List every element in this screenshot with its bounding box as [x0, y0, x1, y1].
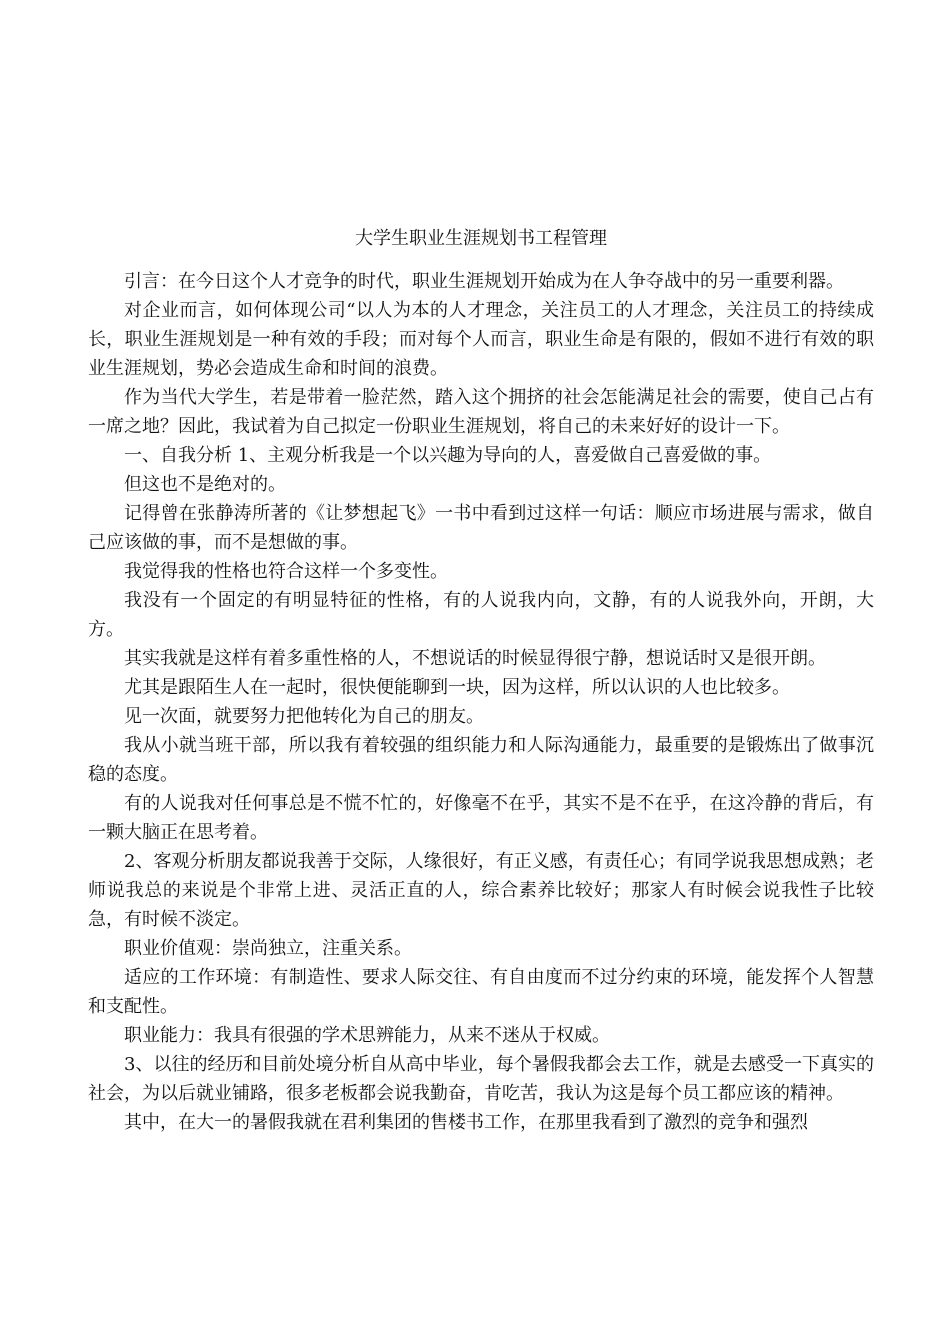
paragraph-calm-thinking: 有的人说我对任何事总是不慌不忙的，好像毫不在乎，其实不是不在乎，在这冷静的背后，有一颗大脑正在思考着。: [88, 793, 874, 843]
paragraph-strangers: 尤其是跟陌生人在一起时，很快便能聊到一块，因为这样，所以认识的人也比较多。: [124, 677, 790, 698]
document-page: [88, 225, 874, 1137]
paragraph-summer-job: 其中，在大一的暑假我就在君利集团的售楼书工作，在那里我看到了激烈的竞争和强烈: [124, 1112, 808, 1133]
paragraph-objective-analysis: 2、客观分析朋友都说我善于交际，人缘很好，有正义感，有责任心；有同学说我思想成熟；老师说我总的来说是个非常上进、灵活正直的人，综合素养比较好；那家人有时候会说我性子比较急，有时候不淡定。: [88, 851, 874, 930]
paragraph-class-leader: 我从小就当班干部，所以我有着较强的组织能力和人际沟通能力，最重要的是锻炼出了做事沉稳的态度。: [88, 735, 874, 785]
paragraph-multiple-personality: 其实我就是这样有着多重性格的人，不想说话的时候显得很宁静，想说话时又是很开朗。: [124, 648, 826, 669]
paragraph-friends: 见一次面，就要努力把他转化为自己的朋友。: [124, 706, 484, 727]
paragraph-enterprise-view: 对企业而言，如何体现公司“以人为本的人才理念，关注员工的人才理念，关注员工的持续成长，职业生涯规划是一种有效的手段；而对每个人而言，职业生命是有限的，假如不进行有效的职业生涯规划，势必会造成生命和时间的浪费。: [88, 300, 874, 379]
paragraph-personality-change: 我觉得我的性格也符合这样一个多变性。: [124, 561, 448, 582]
paragraph-self-analysis: 一、自我分析 1、主观分析我是一个以兴趣为导向的人，喜爱做自己喜爱做的事。: [124, 445, 772, 466]
paragraph-career-values: 职业价值观：崇尚独立，注重关系。: [124, 938, 412, 959]
paragraph-past-experience: 3、以往的经历和目前处境分析自从高中毕业，每个暑假我都会去工作，就是去感受一下真实的社会，为以后就业铺路，很多老板都会说我勤奋，肯吃苦，我认为这是每个员工都应该的精神。: [88, 1054, 874, 1104]
document-title: 大学生职业生涯规划书工程管理: [355, 228, 607, 249]
paragraph-not-absolute: 但这也不是绝对的。: [124, 474, 286, 495]
paragraph-intro: 引言：在今日这个人才竞争的时代，职业生涯规划开始成为在人争夺战中的另一重要利器。: [124, 271, 844, 292]
paragraph-personality-traits: 我没有一个固定的有明显特征的性格，有的人说我内向，文静，有的人说我外向，开朗，大方。: [88, 590, 874, 640]
paragraph-book-quote: 记得曾在张静涛所著的《让梦想起飞》一书中看到过这样一句话：顺应市场进展与需求，做自己应该做的事，而不是想做的事。: [88, 503, 874, 553]
paragraph-student-purpose: 作为当代大学生，若是带着一脸茫然，踏入这个拥挤的社会怎能满足社会的需要，使自己占有一席之地？因此，我试着为自己拟定一份职业生涯规划，将自己的未来好好的设计一下。: [88, 387, 874, 437]
paragraph-work-environment: 适应的工作环境：有制造性、要求人际交往、有自由度而不过分约束的环境，能发挥个人智慧和支配性。: [88, 967, 874, 1017]
paragraph-career-ability: 职业能力：我具有很强的学术思辨能力，从来不迷从于权威。: [124, 1025, 610, 1046]
